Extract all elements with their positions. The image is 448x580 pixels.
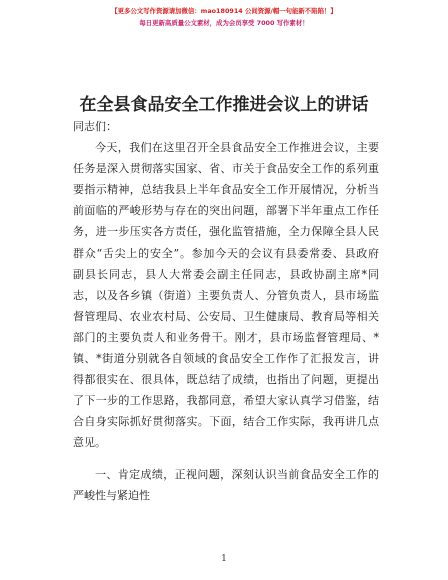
section-heading-line: 严峻性与紧迫性: [73, 489, 150, 502]
paragraph-line: 得都很实在、很具体，既总结了成绩，也指出了问题，更提出: [73, 373, 379, 387]
paragraph-line: 务，进一步压实各方责任，强化监管措施，全力保障全县人民: [73, 225, 379, 239]
paragraph-line: 群众“舌尖上的安全”。参加今天的会议有县委常委、县政府: [73, 246, 379, 260]
paragraph-line: 镇、*街道分别就各自领域的食品安全工作作了汇报发言，讲: [73, 352, 379, 365]
paragraph-line: 部门的主要负责人和业务骨干。刚才，县市场监督管理局、*: [73, 330, 379, 344]
paragraph-line: 任务是深入贯彻落实国家、省、市关于食品安全工作的系列重: [73, 162, 379, 176]
document-title: 在全县食品安全工作推进会议上的讲话: [79, 95, 369, 115]
paragraph-line: 要指示精神，总结我县上半年食品安全工作开展情况，分析当: [73, 183, 379, 197]
paragraph-line: 了下一步的工作思路，我都同意，希望大家认真学习借鉴，结: [73, 394, 379, 408]
paragraph-line: 今天，我们在这里召开全县食品安全工作推进会议，主要: [95, 141, 379, 154]
promo-banner-line-1: 【更多公文写作资源请加微信：mao180914 公间资源/帽一句能新不陷陷！】: [111, 7, 337, 15]
paragraph-line: 志，以及各乡镇（街道）主要负责人、分管负责人，县市场监: [73, 288, 379, 302]
promo-banner-line-2: 每日更新高质量公文素材，成为会员享受 7000 写作素材！: [139, 19, 309, 27]
paragraph-line: 副县长同志，县人大常委会副主任同志，县政协副主席*同: [73, 267, 379, 281]
paragraph-line: 合自身实际抓好贯彻落实。下面，结合工作实际，我再讲几点: [73, 415, 379, 429]
paragraph-line: 督管理局、农业农村局、公安局、卫生健康局、教育局等相关: [73, 309, 379, 323]
salutation: 同志们：: [73, 120, 117, 133]
section-heading-line: 一、肯定成绩，正视问题，深刻认识当前食品安全工作的: [95, 468, 379, 481]
paragraph-line: 意见。: [73, 436, 106, 450]
paragraph-line: 前面临的严峻形势与存在的突出问题，部署下半年重点工作任: [73, 204, 379, 218]
page-number: 1: [221, 554, 227, 564]
